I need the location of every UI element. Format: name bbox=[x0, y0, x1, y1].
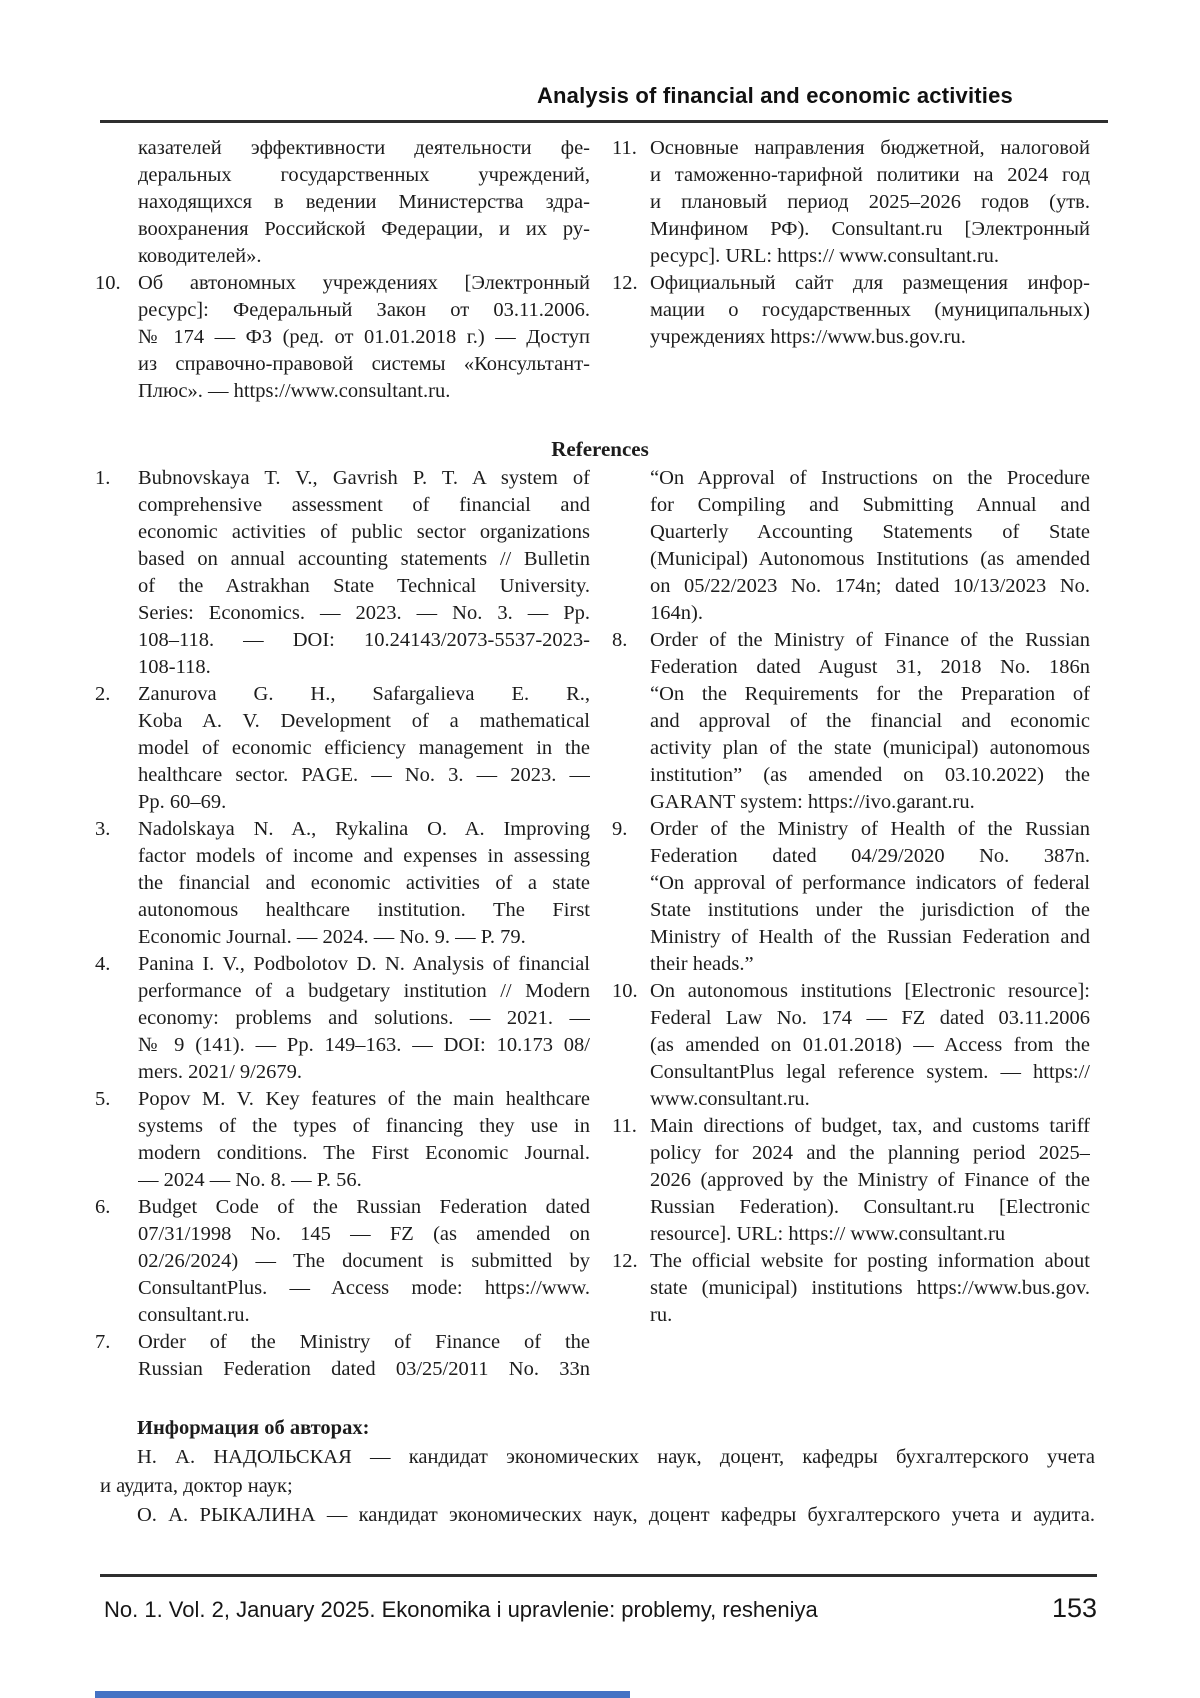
reference-line: Минфином РФ). Consultant.ru [Электронный bbox=[650, 218, 1090, 240]
author-entry bbox=[100, 1443, 1095, 1501]
reference-item bbox=[612, 270, 1090, 351]
bottom-accent-bar bbox=[95, 1691, 630, 1698]
reference-line: ConsultantPlus. — Access mode: https://www. bbox=[138, 1277, 590, 1299]
reference-item bbox=[612, 1248, 1090, 1329]
reference-line: “On approval of performance indicators of federal bbox=[650, 872, 1090, 894]
footer-issue-info: No. 1. Vol. 2, January 2025. Ekonomika i upravlenie: problemy, resheniya bbox=[104, 1597, 818, 1622]
reference-line: 108-118. bbox=[138, 656, 211, 678]
reference-line: and approval of the financial and economic bbox=[650, 710, 1090, 732]
reference-line: Плюс». — https://www.consultant.ru. bbox=[138, 380, 451, 402]
reference-line: Popov M. V. Key features of the main healthcare bbox=[138, 1088, 590, 1110]
reference-line: Quarterly Accounting Statements of State bbox=[650, 521, 1090, 543]
reference-line: model of economic efficiency management in the bbox=[138, 737, 590, 759]
reference-line: healthcare sector. PAGE. — No. 3. — 2023. — bbox=[138, 764, 590, 786]
reference-line: Main directions of budget, tax, and customs tariff bbox=[650, 1115, 1090, 1137]
page-number: 153 bbox=[1051, 1593, 1097, 1623]
reference-line: The official website for posting information about bbox=[650, 1250, 1090, 1272]
authors-list bbox=[100, 1443, 1095, 1530]
reference-number: 7. bbox=[95, 1331, 111, 1353]
reference-line: Order of the Ministry of Finance of the bbox=[138, 1331, 590, 1353]
reference-line: Koba A. V. Development of a mathematical bbox=[138, 710, 590, 732]
reference-line: policy for 2024 and the planning period 2025– bbox=[650, 1142, 1090, 1164]
reference-line: Federation dated 04/29/2020 No. 387n. bbox=[650, 845, 1090, 867]
reference-item bbox=[612, 627, 1090, 816]
authors-section bbox=[100, 1414, 1095, 1530]
reference-line: Об автономных учреждениях [Электронный bbox=[138, 272, 590, 294]
reference-line: Series: Economics. — 2023. — No. 3. — Pp. bbox=[138, 602, 590, 624]
reference-line: Russian Federation). Consultant.ru [Electronic bbox=[650, 1196, 1090, 1218]
reference-item bbox=[95, 951, 590, 1086]
reference-line: autonomous healthcare institution. The First bbox=[138, 899, 590, 921]
reference-number: 3. bbox=[95, 818, 111, 840]
reference-line: учреждениях https://www.bus.gov.ru. bbox=[650, 326, 966, 348]
reference-line: воохранения Российской Федерации, и их ру- bbox=[138, 218, 590, 240]
references-left-column bbox=[95, 465, 590, 1383]
reference-item bbox=[95, 1194, 590, 1329]
reference-item bbox=[95, 1086, 590, 1194]
reference-line: www.consultant.ru. bbox=[650, 1088, 810, 1110]
reference-line: mers. 2021/ 9/2679. bbox=[138, 1061, 302, 1083]
reference-line: Order of the Ministry of Finance of the Russian bbox=[650, 629, 1090, 651]
header-rule bbox=[100, 120, 1108, 123]
russian-bibliography-right-column bbox=[612, 135, 1090, 351]
reference-line: Ministry of Health of the Russian Federation and bbox=[650, 926, 1090, 948]
reference-number: 6. bbox=[95, 1196, 111, 1218]
running-head: Analysis of financial and economic activities bbox=[536, 83, 1013, 108]
reference-line: Panina I. V., Podbolotov D. N. Analysis of financial bbox=[138, 953, 590, 975]
reference-number: 10. bbox=[612, 980, 638, 1002]
reference-line: systems of the types of financing they use in bbox=[138, 1115, 590, 1137]
references-heading: References bbox=[551, 437, 649, 461]
reference-line: (Municipal) Autonomous Institutions (as amended bbox=[650, 548, 1090, 570]
reference-continuation bbox=[612, 465, 1090, 627]
reference-line: GARANT system: https://ivo.garant.ru. bbox=[650, 791, 975, 813]
reference-line: based on annual accounting statements // Bulletin bbox=[138, 548, 590, 570]
reference-line: Order of the Ministry of Health of the Russian bbox=[650, 818, 1090, 840]
reference-line: On autonomous institutions [Electronic resource]: bbox=[650, 980, 1090, 1002]
reference-line: № 174 — ФЗ (ред. от 01.01.2018 г.) — Доступ bbox=[138, 326, 590, 348]
authors-heading: Информация об авторах: bbox=[137, 1417, 370, 1439]
reference-number: 11. bbox=[612, 1115, 637, 1137]
reference-item bbox=[95, 270, 590, 405]
reference-line: № 9 (141). — Pp. 149–163. — DOI: 10.173 08/ bbox=[138, 1034, 590, 1056]
reference-line: Federation dated August 31, 2018 No. 186n bbox=[650, 656, 1090, 678]
reference-line: мации о государственных (муниципальных) bbox=[650, 299, 1090, 321]
reference-item bbox=[95, 1329, 590, 1383]
reference-line: находящихся в ведении Министерства здра- bbox=[138, 191, 590, 213]
reference-number: 2. bbox=[95, 683, 111, 705]
reference-item bbox=[612, 978, 1090, 1113]
reference-line: Russian Federation dated 03/25/2011 No. 33n bbox=[138, 1358, 590, 1380]
reference-line: performance of a budgetary institution // Modern bbox=[138, 980, 590, 1002]
reference-line: economy: problems and solutions. — 2021. — bbox=[138, 1007, 590, 1029]
reference-number: 4. bbox=[95, 953, 111, 975]
reference-continuation bbox=[95, 135, 590, 270]
reference-line: 02/26/2024) — The document is submitted by bbox=[138, 1250, 590, 1272]
reference-item bbox=[612, 816, 1090, 978]
reference-line: — 2024 — No. 8. — P. 56. bbox=[138, 1169, 362, 1191]
reference-number: 8. bbox=[612, 629, 628, 651]
reference-line: State institutions under the jurisdiction of the bbox=[650, 899, 1090, 921]
reference-line: activity plan of the state (municipal) autonomous bbox=[650, 737, 1090, 759]
reference-line: of the Astrakhan State Technical University. bbox=[138, 575, 590, 597]
reference-number: 12. bbox=[612, 1250, 638, 1272]
reference-line: Основные направления бюджетной, налоговой bbox=[650, 137, 1090, 159]
reference-line: comprehensive assessment of financial and bbox=[138, 494, 590, 516]
reference-line: Nadolskaya N. A., Rykalina O. A. Improving bbox=[138, 818, 590, 840]
reference-line: “On Approval of Instructions on the Procedure bbox=[650, 467, 1090, 489]
reference-line: Bubnovskaya T. V., Gavrish P. T. A system of bbox=[138, 467, 590, 489]
reference-line: their heads.” bbox=[650, 953, 754, 975]
author-entry bbox=[100, 1501, 1095, 1530]
reference-line: ресурс]. URL: https:// www.consultant.ru. bbox=[650, 245, 1000, 267]
reference-line: Economic Journal. — 2024. — No. 9. — P. 79. bbox=[138, 926, 526, 948]
reference-number: 11. bbox=[612, 137, 637, 159]
reference-line: из справочно-правовой системы «Консультант- bbox=[138, 353, 590, 375]
reference-number: 9. bbox=[612, 818, 628, 840]
reference-number bbox=[612, 465, 650, 492]
footer-rule bbox=[100, 1574, 1097, 1577]
reference-number bbox=[95, 135, 138, 162]
reference-item bbox=[612, 1113, 1090, 1248]
reference-line: “On the Requirements for the Preparation of bbox=[650, 683, 1090, 705]
page-footer bbox=[104, 1593, 1097, 1633]
reference-line: (as amended on 01.01.2018) — Access from the bbox=[650, 1034, 1090, 1056]
reference-line: consultant.ru. bbox=[138, 1304, 250, 1326]
reference-item bbox=[95, 681, 590, 816]
reference-line: Federal Law No. 174 — FZ dated 03.11.2006 bbox=[650, 1007, 1090, 1029]
reference-number: 5. bbox=[95, 1088, 111, 1110]
russian-bibliography-left-column bbox=[95, 135, 590, 405]
references-right-column bbox=[612, 465, 1090, 1329]
reference-number: 10. bbox=[95, 272, 121, 294]
reference-line: modern conditions. The First Economic Journal. bbox=[138, 1142, 590, 1164]
reference-item bbox=[95, 465, 590, 681]
reference-line: деральных государственных учреждений, bbox=[138, 164, 590, 186]
reference-line: ководителей». bbox=[138, 245, 262, 267]
reference-line: factor models of income and expenses in assessing bbox=[138, 845, 590, 867]
reference-line: for Compiling and Submitting Annual and bbox=[650, 494, 1090, 516]
reference-line: и таможенно-тарифной политики на 2024 год bbox=[650, 164, 1090, 186]
reference-line: и плановый период 2025–2026 годов (утв. bbox=[650, 191, 1090, 213]
reference-number: 1. bbox=[95, 467, 111, 489]
reference-line: 07/31/1998 No. 145 — FZ (as amended on bbox=[138, 1223, 590, 1245]
reference-line: Budget Code of the Russian Federation dated bbox=[138, 1196, 590, 1218]
reference-line: казателей эффективности деятельности фе- bbox=[138, 137, 590, 159]
reference-line: institution” (as amended on 03.10.2022) the bbox=[650, 764, 1090, 786]
reference-line: Pp. 60–69. bbox=[138, 791, 227, 813]
reference-line: economic activities of public sector organizations bbox=[138, 521, 590, 543]
reference-line: state (municipal) institutions https://www.bus.gov. bbox=[650, 1277, 1090, 1299]
reference-line: ru. bbox=[650, 1304, 673, 1326]
reference-line: ConsultantPlus legal reference system. — https:// bbox=[650, 1061, 1090, 1083]
reference-line: 2026 (approved by the Ministry of Finance of the bbox=[650, 1169, 1090, 1191]
reference-line: Официальный сайт для размещения инфор- bbox=[650, 272, 1090, 294]
reference-line: the financial and economic activities of a state bbox=[138, 872, 590, 894]
author-line: Н. А. НАДОЛЬСКАЯ — кандидат экономических наук, доцент, кафедры бухгалтерского учета bbox=[137, 1446, 1095, 1468]
reference-item bbox=[612, 135, 1090, 270]
reference-line: on 05/22/2023 No. 174n; dated 10/13/2023 No. bbox=[650, 575, 1090, 597]
reference-item bbox=[95, 816, 590, 951]
reference-line: resource]. URL: https:// www.consultant.ru bbox=[650, 1223, 1006, 1245]
author-line: и аудита, доктор наук; bbox=[100, 1475, 293, 1497]
reference-line: Zanurova G. H., Safargalieva E. R., bbox=[138, 683, 590, 705]
author-line: О. А. РЫКАЛИНА — кандидат экономических наук, доцент кафедры бухгалтерского учета и аудита. bbox=[137, 1504, 1095, 1526]
reference-number: 12. bbox=[612, 272, 638, 294]
reference-line: ресурс]: Федеральный Закон от 03.11.2006. bbox=[138, 299, 590, 321]
reference-line: 164n). bbox=[650, 602, 703, 624]
reference-line: 108–118. — DOI: 10.24143/2073-5537-2023- bbox=[138, 629, 590, 651]
